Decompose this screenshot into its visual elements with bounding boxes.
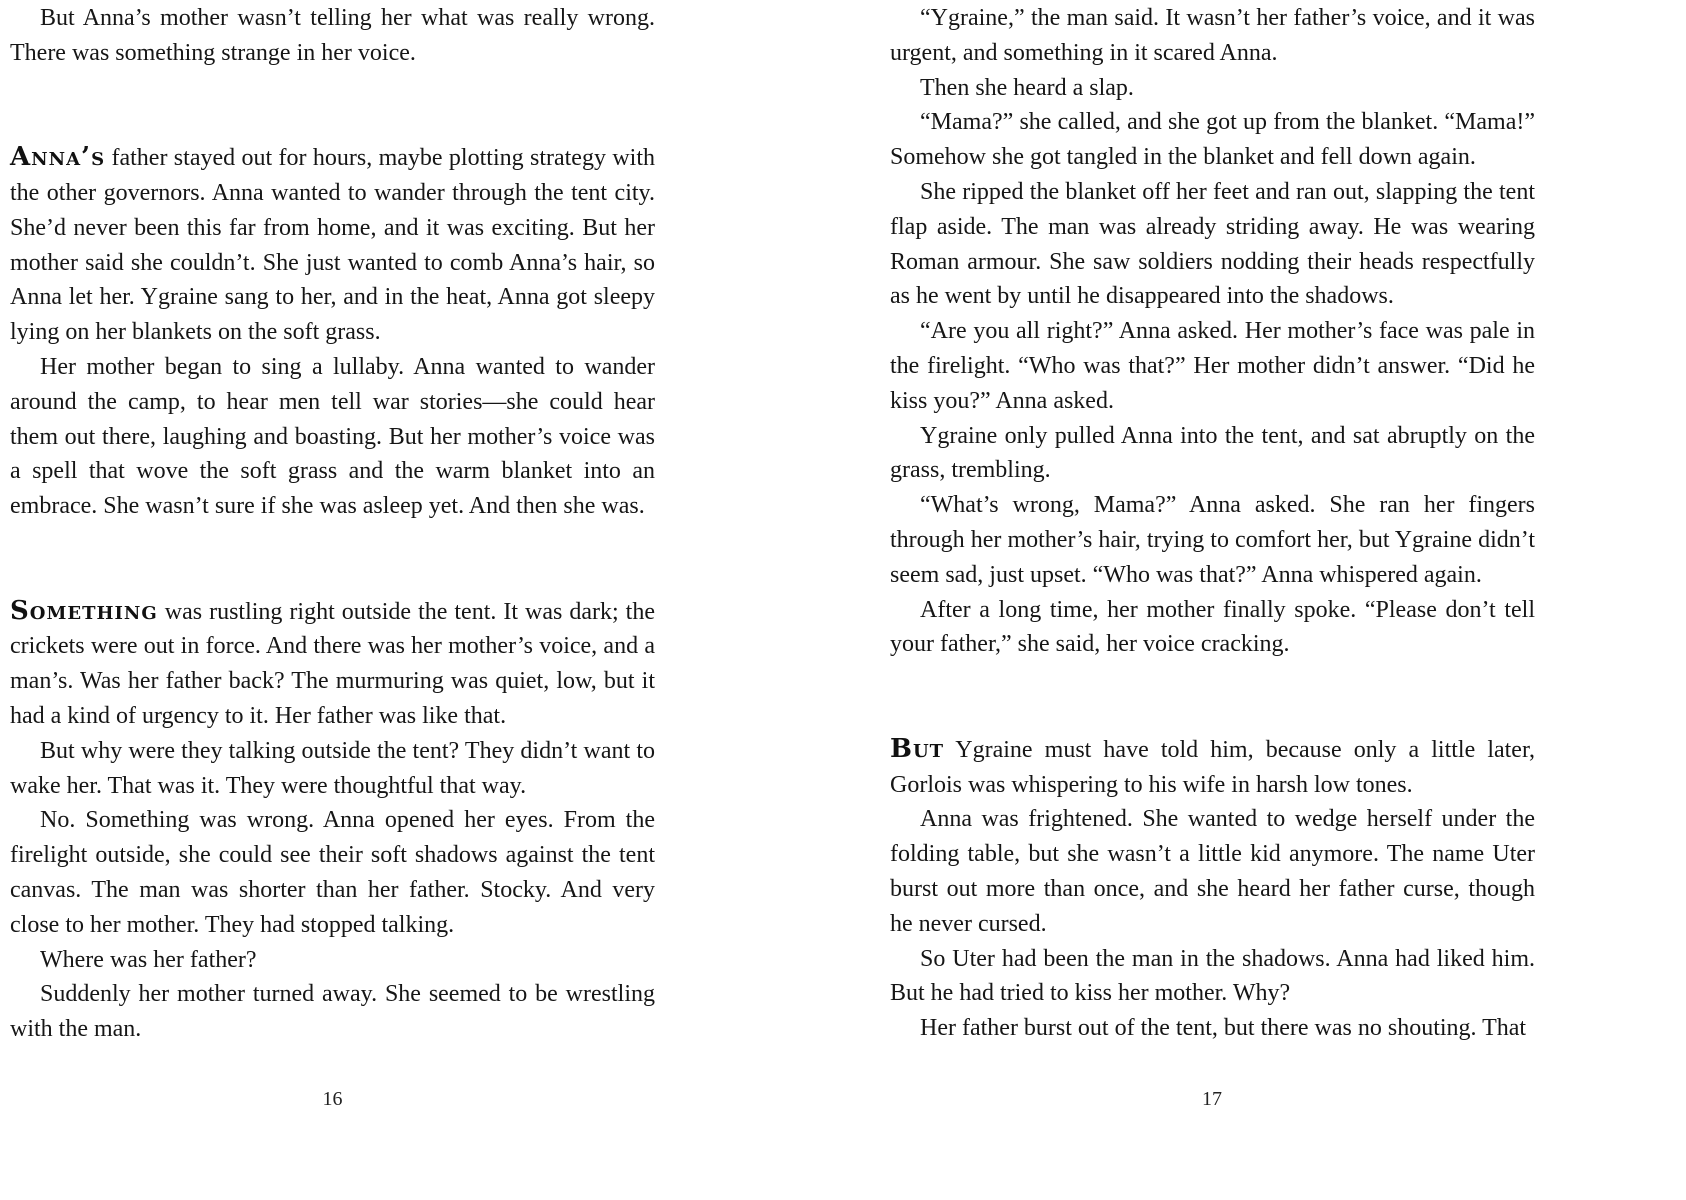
page-number-left [10,1086,655,1112]
left-page [10,0,655,1200]
body-paragraph: She ripped the blanket off her feet and ran out, slapping the tent flap aside. The man was already striding away. He was wearing Roman armour. She saw soldiers nodding their heads respectfully as he went by until he disappeared into the shadows. [890,178,1535,310]
section-opening-paragraph [890,732,1535,803]
body-paragraph: So Uter had been the man in the shadows. Anna had liked him. But he had tried to kiss her mother. Why? [890,945,1535,1007]
section-lead-word: Anna’s [10,142,106,173]
body-paragraph: “Are you all right?” Anna asked. Her mother’s face was pale in the firelight. “Who was that?” Her mother didn’t answer. “Did he kiss you?” Anna asked. [890,318,1535,414]
body-paragraph: Anna was frightened. She wanted to wedge herself under the folding table, but she wasn’t a little kid anymore. The name Uter burst out more than once, and she heard her father curse, though he never cursed. [890,806,1535,937]
body-paragraph: “Ygraine,” the man said. It wasn’t her father’s voice, and it was urgent, and something in it scared Anna. [890,5,1535,66]
body-paragraph: But why were they talking outside the tent? They didn’t want to wake her. That was it. They were thoughtful that way. [10,737,655,799]
section-break [10,71,655,141]
body-paragraph: After a long time, her mother finally spoke. “Please don’t tell your father,” she said, her voice cracking. [890,596,1535,658]
body-paragraph: But Anna’s mother wasn’t telling her what was really wrong. There was something strange in her voice. [10,5,655,66]
body-paragraph: Suddenly her mother turned away. She seemed to be wrestling with the man. [10,981,655,1043]
section-lead-word: Something [10,595,158,626]
section-lead-text: Ygraine must have told him, because only a little later, Gorlois was whispering to his wife in harsh low tones. [890,736,1535,798]
left-page-body [10,1,655,1047]
body-paragraph: No. Something was wrong. Anna opened her eyes. From the firelight outside, she could see their soft shadows against the tent canvas. The man was shorter than her father. Stocky. And very close to her mother. They had stopped talking. [10,807,655,938]
section-opening-paragraph [10,594,655,734]
body-paragraph: “What’s wrong, Mama?” Anna asked. She ran her fingers through her mother’s hair, trying to comfort her, but Ygraine didn’t seem sad, just upset. “Who was that?” Anna whispered again. [890,492,1535,588]
page-number-left-text: 16 [322,1088,343,1110]
section-break [890,662,1535,732]
right-page [890,0,1535,1200]
body-paragraph: Her mother began to sing a lullaby. Anna wanted to wander around the camp, to hear men tell war stories—she could hear them out there, laughing and boasting. But her mother’s voice was a spell that wove the soft grass and the warm blanket into an embrace. She wasn’t sure if she was asleep yet. And then she was. [10,353,655,520]
body-paragraph: Ygraine only pulled Anna into the tent, and sat abruptly on the grass, trembling. [890,422,1535,484]
body-paragraph: Then she heard a slap. [920,74,1134,101]
section-opening-paragraph [10,140,655,350]
section-lead-text: was rustling right outside the tent. It was dark; the crickets were out in force. And there was her mother’s voice, and a man’s. Was her father back? The murmuring was quiet, low, but it had a kind of urgency to it. Her father was like that. [10,598,655,729]
right-page-body [890,1,1535,1046]
body-paragraph: “Mama?” she called, and she got up from the blanket. “Mama!” Somehow she got tangled in the blanket and fell down again. [890,109,1535,171]
body-paragraph: Her father burst out of the tent, but there was no shouting. That [920,1015,1527,1042]
section-lead-word: But [890,733,945,764]
page-number-right [890,1086,1535,1112]
section-lead-text: father stayed out for hours, maybe plotting strategy with the other governors. Anna wanted to wander through the tent city. She’d never been this far from home, and it was exciting. But her mother said she couldn’t. She just wanted to comb Anna’s hair, so Anna let her. Ygraine sang to her, and in the heat, Anna got sleepy lying on her blankets on the soft grass. [10,145,655,346]
body-paragraph: Where was her father? [40,946,257,973]
section-break [10,524,655,594]
page-number-right-text: 17 [1202,1088,1222,1110]
